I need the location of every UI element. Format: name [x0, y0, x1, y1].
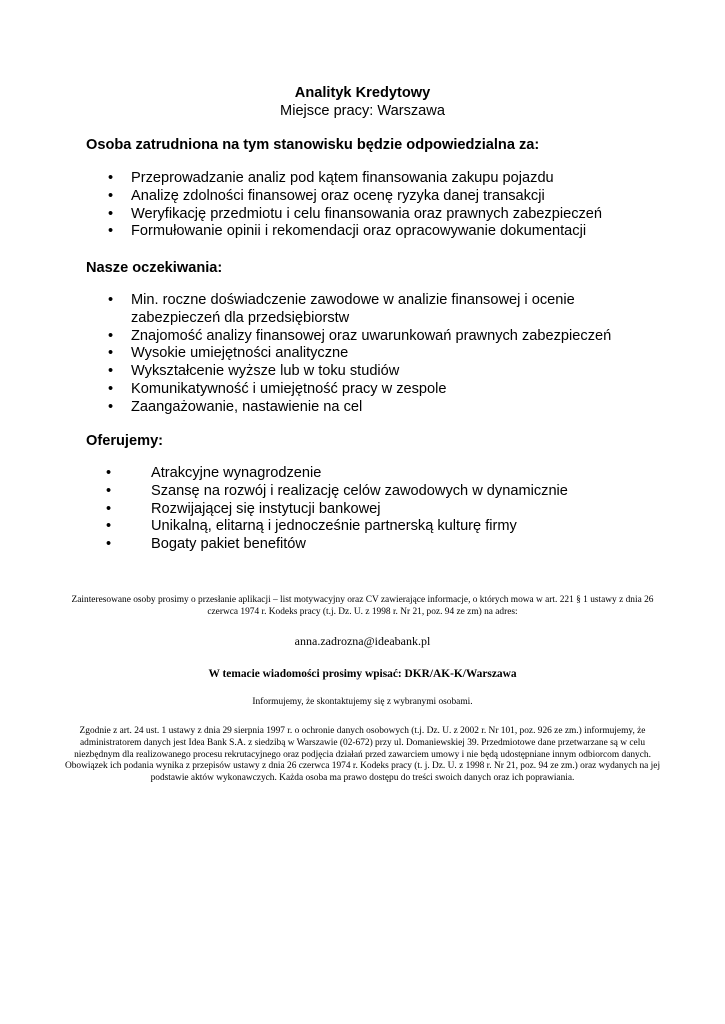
data-protection-clause: Zgodnie z art. 24 ust. 1 ustawy z dnia 29 sierpnia 1997 r. o ochronie danych osobowych (t.j. Dz. U. z 2002 r. Nr 101, poz. 926 ze zm.) informujemy, że administratorem danych jest Idea Bank S.A. z siedzibą w Warszawie (02-672) przy ul. Domaniewskiej 39. Przedmiotowe dane przetwarzane są w celu niezbędnym dla realizowanego procesu rekrutacyjnego oraz podjęcia działań przed zawarciem umowy i nie będą udostępniane innym odbiorcom danych. Obowiązek ich podania wynika z przepisów ustawy z dnia 26 czerwca 1974 r. Kodeks pracy (t. j. Dz. U. z 1998 r. Nr 21, poz. 94 ze zm.) oraz wydanych na jej podstawie aktów wykonawczych. Każda osoba ma prawo dostępu do treści swoich danych oraz ich poprawiania. [64, 726, 661, 784]
list-item [86, 328, 626, 346]
list-item-text: Szansę na rozwój i realizację celów zawodowych w dynamicznie [151, 482, 568, 499]
offer-heading: Oferujemy: [86, 433, 164, 449]
list-item-text: Przeprowadzanie analiz pod kątem finansowania zakupu pojazdu [131, 170, 554, 186]
list-item-text: Wysokie umiejętności analityczne [131, 345, 349, 362]
list-item [86, 292, 626, 328]
bullet-icon: • [106, 536, 112, 553]
expectations-list [86, 292, 626, 417]
list-item-text: Min. roczne doświadczenie zawodowe w analizie finansowej i ocenie zabezpieczeń dla przedsiębiorstw [131, 292, 575, 326]
list-item-text: Zaangażowanie, nastawienie na cel [131, 398, 363, 415]
list-item-text: Wykształcenie wyższe lub w toku studiów [131, 363, 400, 380]
bullet-icon: • [108, 223, 114, 240]
bullet-icon: • [108, 187, 114, 204]
list-item-text: Formułowanie opinii i rekomendacji oraz opracowywanie dokumentacji [131, 223, 587, 240]
bullet-icon: • [108, 398, 114, 415]
list-item [86, 483, 646, 501]
list-item-text: Rozwijającej się instytucji bankowej [151, 500, 381, 517]
list-item [86, 170, 646, 188]
list-item [86, 206, 646, 224]
job-title: Analityk Kredytowy [294, 85, 431, 101]
bullet-icon: • [108, 292, 114, 308]
expectations-heading: Nasze oczekiwania: [86, 260, 223, 276]
bullet-icon: • [108, 205, 114, 222]
responsibilities-list [86, 170, 646, 241]
list-item [86, 345, 626, 363]
list-item [86, 501, 646, 519]
list-item-text: Unikalną, elitarną i jednocześnie partnerską kulturę firmy [151, 518, 517, 535]
bullet-icon: • [106, 465, 112, 481]
list-item [86, 399, 626, 417]
bullet-icon: • [108, 363, 114, 380]
job-location: Miejsce pracy: Warszawa [280, 103, 445, 119]
offer-list [86, 465, 646, 554]
responsibilities-heading: Osoba zatrudniona na tym stanowisku będzie odpowiedzialna za: [86, 137, 540, 153]
subject-line-note: W temacie wiadomości prosimy wpisać: DKR/AK-K/Warszawa [208, 668, 517, 680]
list-item [86, 536, 646, 554]
list-item [86, 381, 626, 399]
contact-email[interactable]: anna.zadrozna@ideabank.pl [294, 634, 431, 648]
bullet-icon: • [108, 170, 114, 186]
bullet-icon: • [106, 518, 112, 535]
application-instructions: Zainteresowane osoby prosimy o przesłanie aplikacji – list motywacyjny oraz CV zawierające informacje, o których mowa w art. 221 § 1 ustawy z dnia 26 czerwca 1974 r. Kodeks pracy (t.j. Dz. U. z 1998 r. Nr 21, poz. 94 ze zm) na adres: [71, 595, 654, 618]
list-item [86, 465, 646, 483]
contact-info: Informujemy, że skontaktujemy się z wybranymi osobami. [252, 697, 473, 707]
list-item-text: Bogaty pakiet benefitów [151, 536, 306, 553]
list-item-text: Analizę zdolności finansowej oraz ocenę ryzyka danej transakcji [131, 187, 545, 204]
list-item [86, 188, 646, 206]
list-item-text: Znajomość analizy finansowej oraz uwarunkowań prawnych zabezpieczeń [131, 327, 612, 344]
list-item-text: Atrakcyjne wynagrodzenie [151, 465, 322, 481]
list-item-text: Weryfikację przedmiotu i celu finansowania oraz prawnych zabezpieczeń [131, 205, 603, 222]
bullet-icon: • [108, 327, 114, 344]
bullet-icon: • [108, 380, 114, 397]
bullet-icon: • [108, 345, 114, 362]
list-item [86, 363, 626, 381]
list-item-text: Komunikatywność i umiejętność pracy w zespole [131, 380, 447, 397]
list-item [86, 518, 646, 536]
list-item [86, 223, 646, 241]
bullet-icon: • [106, 500, 112, 517]
bullet-icon: • [106, 482, 112, 499]
